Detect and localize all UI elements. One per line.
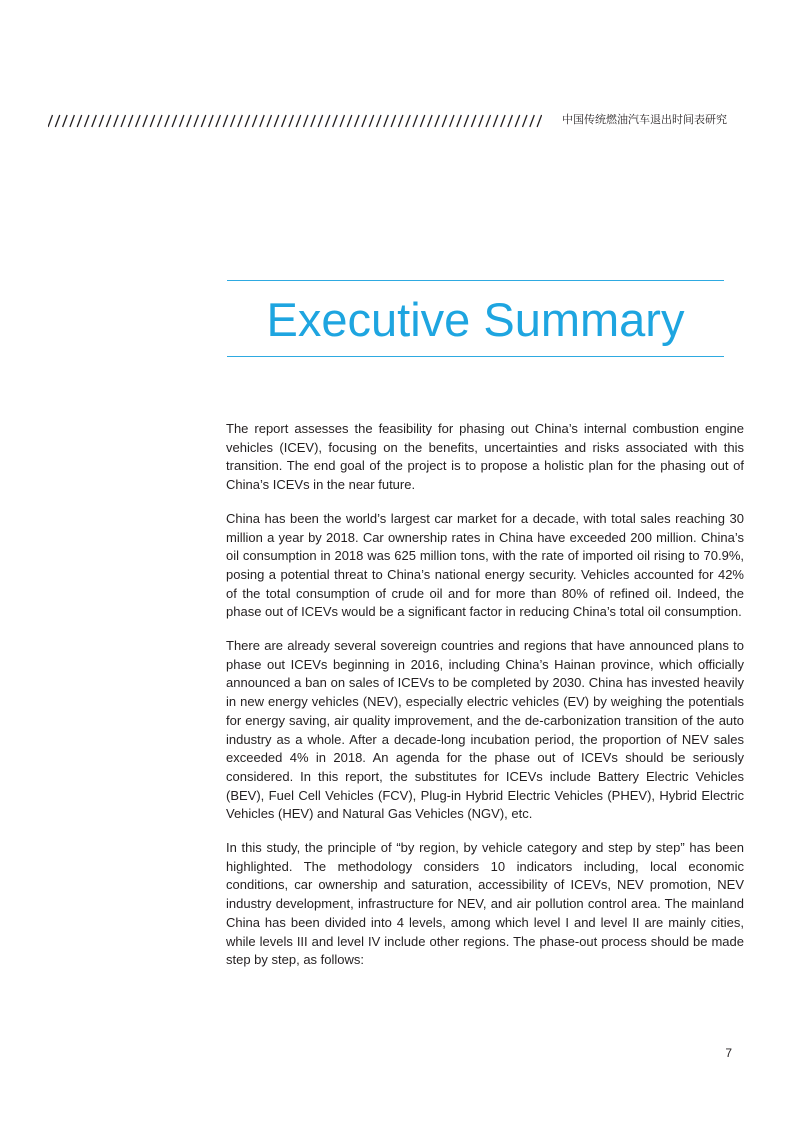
paragraph-4: In this study, the principle of “by region, by vehicle category and step by step” has been highlighted. The methodology considers 10 indicators including, local economic conditions, car ownership and saturation, accessibility of ICEVs, NEV promotion, NEV industry development, infrastructure for NEV, and air pollution control area. The mainland China has been divided into 4 levels, among which level I and level II are mainly cities, while levels III and level IV include other regions. The phase-out process should be made step by step, as follows:	[226, 840, 744, 968]
report-title-header: 中国传统燃油汽车退出时间表研究	[562, 113, 727, 126]
paragraph-1: The report assesses the feasibility for phasing out China’s internal combustion engine vehicles (ICEV), focusing on the benefits, uncertainties and risks associated with this transition. The end goal of the project is to propose a holistic plan for the phasing out of China’s ICEVs in the near future.	[226, 421, 744, 493]
title-bottom-rule	[227, 356, 724, 357]
body-text	[226, 420, 744, 985]
page-number: 7	[725, 1046, 732, 1060]
title-top-rule	[227, 280, 724, 281]
paragraph-2: China has been the world’s largest car market for a decade, with total sales reaching 30 million a year by 2018. Car ownership rates in China have exceeded 200 million. China’s oil consumption in 2018 was 625 million tons, with the rate of imported oil rising to 70.9%, posing a potential threat to China’s national energy security. Vehicles accounted for 42% of the total consumption of crude oil and for more than 80% of refined oil. Indeed, the phase out of ICEVs would be a significant factor in reducing China’s total oil consumption.	[226, 510, 744, 620]
paragraph-3: There are already several sovereign countries and regions that have announced plans to phase out ICEVs beginning in 2016, including China’s Hainan province, which officially announced a ban on sales of ICEVs to be completed by 2030. China has invested heavily in new energy vehicles (NEV), especially electric vehicles (EV) by weighing the potentials for energy saving, air quality improvement, and the de-carbonization transition of the auto industry as a whole. After a decade-long incubation period, the proportion of NEV sales exceeded 4% in 2018. An agenda for the phase out of ICEVs should be seriously considered. In this report, the substitutes for ICEVs include Battery Electric Vehicles (BEV), Fuel Cell Vehicles (FCV), Plug-in Hybrid Electric Vehicles (PHEV), Hybrid Electric Vehicles (HEV) and Natural Gas Vehicles (NGV), etc.	[226, 638, 744, 822]
page-title: Executive Summary	[266, 293, 685, 346]
header-hatch-decoration	[48, 114, 542, 128]
